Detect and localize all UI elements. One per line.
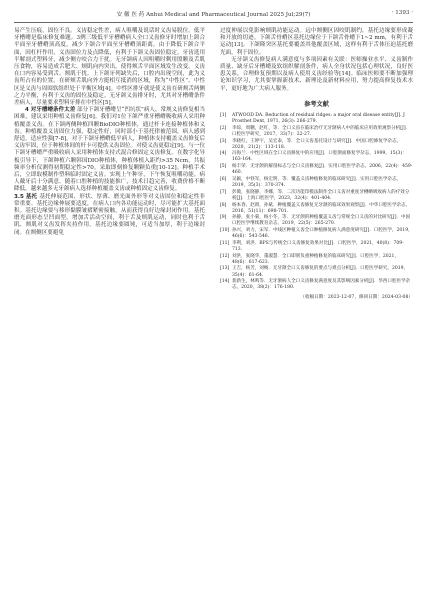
references-heading: 参考文献 <box>304 100 329 108</box>
reference-text: 李利，刘洪．BPS与传统全口义齿修复效果对比[J]．口腔医学，2021，40(8)：709-713. <box>232 240 404 252</box>
page-number: · 1393 · <box>391 10 413 16</box>
reference-list <box>220 113 413 291</box>
reference-text: 吴颖，中铁军，杨宏明，等．覆盖义齿种植修复的临床研究[J]．实用口腔医学杂志，2019，35(3)：370-374. <box>232 176 402 189</box>
reference-number: [1] <box>220 113 227 119</box>
reference-item <box>220 113 413 125</box>
reference-item <box>220 228 413 240</box>
reference-item <box>220 126 413 138</box>
reference-text: 孙静，张小菊，杨小冬，等．无牙颌的种植覆盖义齿与常规全口义齿的对比研究[J]．中国口腔医学继续教育杂志，2019，22(5)：265-270. <box>232 215 411 227</box>
reference-text: 裴新生，林鸣等．无牙颌病人全口义齿修复满意度及其影响因素分析[J]．华西口腔医学杂志，2020，38(2)：176-180. <box>232 279 411 291</box>
reference-text: ATWOOD DA. Reduction of residual ridges: a major oral disease entity[J]. J Prosthet Dent, 1971, 26(3): 266-279. <box>232 113 405 125</box>
reference-number: [3] <box>220 138 227 144</box>
reference-number: [13] <box>220 266 230 272</box>
reference-item <box>220 241 413 253</box>
reference-text: 王吉，杨芳，刘畅．无牙颌全口义齿修复的要点与难点分析[J]．口腔医学研究，2019，35(4)：61-64. <box>232 266 409 278</box>
right-column <box>220 28 413 302</box>
reference-number: [4] <box>220 151 227 157</box>
journal-title: 安 徽 医 药 Anhui Medical and Pharmaceutical Journal 2025 Jul;29(7) <box>116 12 311 18</box>
section-heading: 3.5 基托 <box>14 193 38 200</box>
reference-number: [6] <box>220 176 227 182</box>
reference-item <box>220 139 413 151</box>
reference-text: 冯海兰．中性区域在全口义齿修复中的应用[J]．口腔颌面修复学杂志，1999，15(3)：163-164. <box>232 151 407 163</box>
body-paragraph: 无牙颌义齿修复病人满意度与多项因素有关联：医师操业水平、义齿制作质量、缺牙后牙槽嵴及软组织解剖条件，病人全身状况包括心理状况，良好医患关系，合理修复预期以及病人使用义齿经验等[14]。临床医师要不断加强理论知识学习，尤其要掌握新技术、新理论及新材料应用，努力提高修复技术水平，更好地为广大病人服务。 <box>220 56 413 92</box>
reference-item <box>220 266 413 278</box>
header-rule <box>14 22 413 23</box>
reference-number: [12] <box>220 253 230 259</box>
reference-item <box>220 279 413 291</box>
body-paragraph: 基托伸展范围、形状、厚薄、磨光面外形等对义齿固位和稳定性非常重要。基托边缘伸展要适度，在病人口内各功能运动时，尽可能扩大基托面积。基托边缘要与移形黏膜皱褶紧密接触，从而获得良好边缘封闭作用。基托磨光面形态呈凹面型，增加舌活动空间，利于舌及颊肌运动，同时也利于舌肌、颊肌对义齿发挥夹持作用。基托边缘要圆钝，可适当加厚，利于边缘封闭。在颊侧区要避免 <box>14 193 205 236</box>
reference-item <box>220 151 413 163</box>
reference-number: [11] <box>220 240 230 246</box>
reference-number: [7] <box>220 189 227 195</box>
reference-item <box>220 190 413 202</box>
reference-number: [5] <box>220 164 227 170</box>
reference-item <box>220 177 413 189</box>
reference-item <box>220 215 413 227</box>
reference-text: 杨丰荣．无牙颌的解剖标志与全口义齿修复[J]．实用口腔医学杂志，2006，22(4)：459-460. <box>232 164 413 176</box>
reference-number: [14] <box>220 279 230 285</box>
reference-number: [8] <box>220 202 227 208</box>
left-column <box>14 28 205 237</box>
body-paragraph: 过度伸展以免影响颊肌功能运动。远中颊侧区因咬肌制约，基托边缘要形成凝和开放的切迹。下颌舌骨嵴区基托边缘位于下颌舌骨嵴下1~2 mm，有利于舌运动[13]。下颌隆突区基托要覆盖其他覆盖区域，这样有利于舌体压迫基托磨光面，利于固位。 <box>220 28 413 56</box>
reference-item <box>220 164 413 176</box>
reference-item <box>220 254 413 266</box>
reference-number: [9] <box>220 215 227 221</box>
reference-text: 李琼，周鹏，赵红，等．全口义齿在临床治疗无牙颌病人中的临床应用效果观察分析[J]．口腔医学研究，2017，33(7)：22-27. <box>232 125 411 137</box>
reference-text: 刘洪，张晓华，董淑慧．全口即刻负重种植修复的临床研究[J]．口腔医学，2021，48(6)：617-623. <box>232 253 399 265</box>
reference-text: 彭微，张晓静，李娜，等．二次功能印模法制作全口义齿对重度牙槽嵴吸收病人的疗效分析[J]．上海口腔医学，2023，32(4)：401-404. <box>232 189 410 201</box>
section-heading: 4 对牙槽嵴条件太差 <box>25 107 76 114</box>
reference-text: 孙兴，刘力，宋军．中线区种植义齿全口种植修复病人满意度研究[J]．口腔医学，2019，46(6)：543-546. <box>232 228 413 240</box>
reference-text: 李晓红，王婷宇，吴宏泰，等．全口义齿基托设计与研究[J]．中国口腔修复学杂志，2020，21(2)：113-118. <box>232 138 402 150</box>
reference-item <box>220 203 413 215</box>
body-paragraph: 部分下颌牙槽嵴呈“凹坑状”病人，常规义齿修复相当困难，建议采用种植义齿修复[6]。我们对1位下颌严重牙槽嵴吸收病人采用种植覆盖义齿。在下颌两侧种植四颗BioDIO种植体，通过杆卡连接种植体和义齿。种植覆盖义齿固位力强，稳定性好，同时部小于基托律被范围，病人感到舒适，适应性强[7-8]。对于下颌牙槽嵴低平病人，种植体支持覆盖义齿修复后义齿牢固，位于种植体间的杆卡可提供义齿固位。对使义齿更稳定[9]。与一位下颌牙槽嵴严重吸收病人采用种植体支持式混合修固定义齿修复。在数字化导板引导下，下颌种植六颗韩国DIO种植体，种植体植入距约>35 Ncm，共振频率分析仪测得初期稳定性>70。采取即刻修复颗颗负重[10-12]。种植手术后，立即取模制作塑料临时固定义齿。实现上午种牙，下午恢复咀嚼功能。病人戴牙后十分满意。随着口腔种植的技能推广，技术日趋完善，收费价格不断降低，越来越多无牙颌病人选择种植覆盖义齿或种植固定义齿修复。 <box>14 107 205 193</box>
running-header <box>14 10 413 22</box>
received-dates: （收稿日期：2023-12-07，修回日期：2024-03-08） <box>300 295 413 301</box>
reference-number: [10] <box>220 228 230 234</box>
reference-text: 杨本春，赵朗，孙斌．种植覆盖义齿修复无牙颌的临床效果观察[J]．中华口腔医学杂志，2016，51(11)：698-701. <box>232 202 411 214</box>
body-paragraph: 易产生压痕，固位不良。义齿稳定性差，病人咀嚼及说话时义齿易脱位。低平牙槽嵴是临床修复难题。3例三级低平牙槽嵴病人全口义齿修牙时增加上颌合平面至牙槽嵴顶高度，减少下颌合平面至牙槽嵴顶距离。由于降低下颌合平面，因杠杆作用，义齿固位力及点降低，有利于下颌义齿固位稳定。牙齿选用半解剖式塑料牙，减少侧方咬合力干扰。无牙颌病人因咀嚼时剩用殷颗及舌肌压食物，容易造成舌肥大、颊肌向内突出，使得颊舌平面区域发生改变。义齿在口内容易受到舌、颊肌干扰。上下颌牙列缺失后，口腔内出现空间，此为义齿所占有的位置。在研颊舌肌向外方挺相互抵消的区域，称为“中性区”。中性区是义齿与周围软组织处于平衡区域[4]。中性区排牙就是使义齿在研颊舌两侧之力平衡，有利于义齿的固位及稳定。无牙颌义齿排牙时，尤其对牙槽嵴条件差病人，尽量要求塑料牙排在中性区[5]。 <box>14 28 205 107</box>
reference-number: [2] <box>220 125 227 131</box>
